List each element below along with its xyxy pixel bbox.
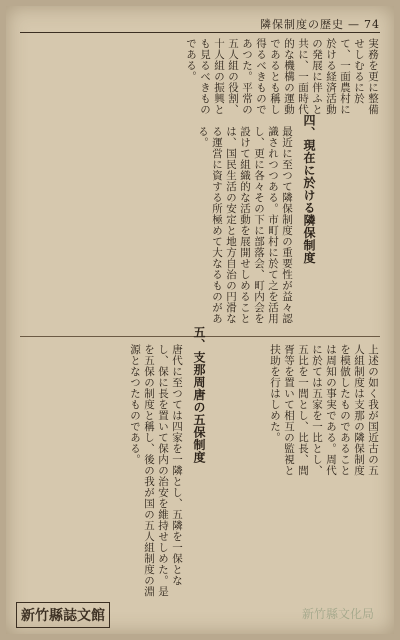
section5-body-right: 上述の如く我が国近古の五人組制度は支那の隣保制度を模倣したものであることは周知の事実である。周代に於ては五家を一比とし、五比を一閭とし、比長、閭胥等を置いて相互の監視と扶助を行はしめた。 [269,344,379,476]
section4-body: 最近に至つて隣保制度の重要性が益々認識されつつある。市町村に於て之を活用し、更に各々その下に部落会、町内会を設けて組織的な活動を展開せしめることは、国民生活の安定と地方自治の円滑なる運営に資する所極めて大なるものがある。 [197,126,293,324]
watermark: 新竹縣文化局 [301,607,374,621]
section4-heading: 四、現在に於ける隣保制度 [302,114,316,264]
document-page [6,6,394,634]
library-seal: 新竹縣誌文館 [16,602,110,628]
intro-continuation: 実務を更に整備せしむるに於て、一面農村に於ける経済活動の発展に伴ふと共に、一面時代的な機構の運動であるとも稱し得るべきものであつた。平常の五人組の役割、十人組の振興とも見るべきものである。 [185,38,379,115]
section5-heading: 五、支那周唐の五保制度 [192,326,206,464]
header-rule [20,32,380,33]
section5-body-left: 唐代に至つては四家を一隣とし、五隣を一保となし、保に長を置いて保内の治安を維持せしめた。是を五保の制度と稱し、後の我が国の五人組制度の淵源となつたものである。 [129,344,183,597]
page-number: 74 [364,17,380,31]
header-dash: — [348,17,360,31]
running-header [260,16,380,32]
header-title: 隣保制度の歴史 [260,18,344,31]
